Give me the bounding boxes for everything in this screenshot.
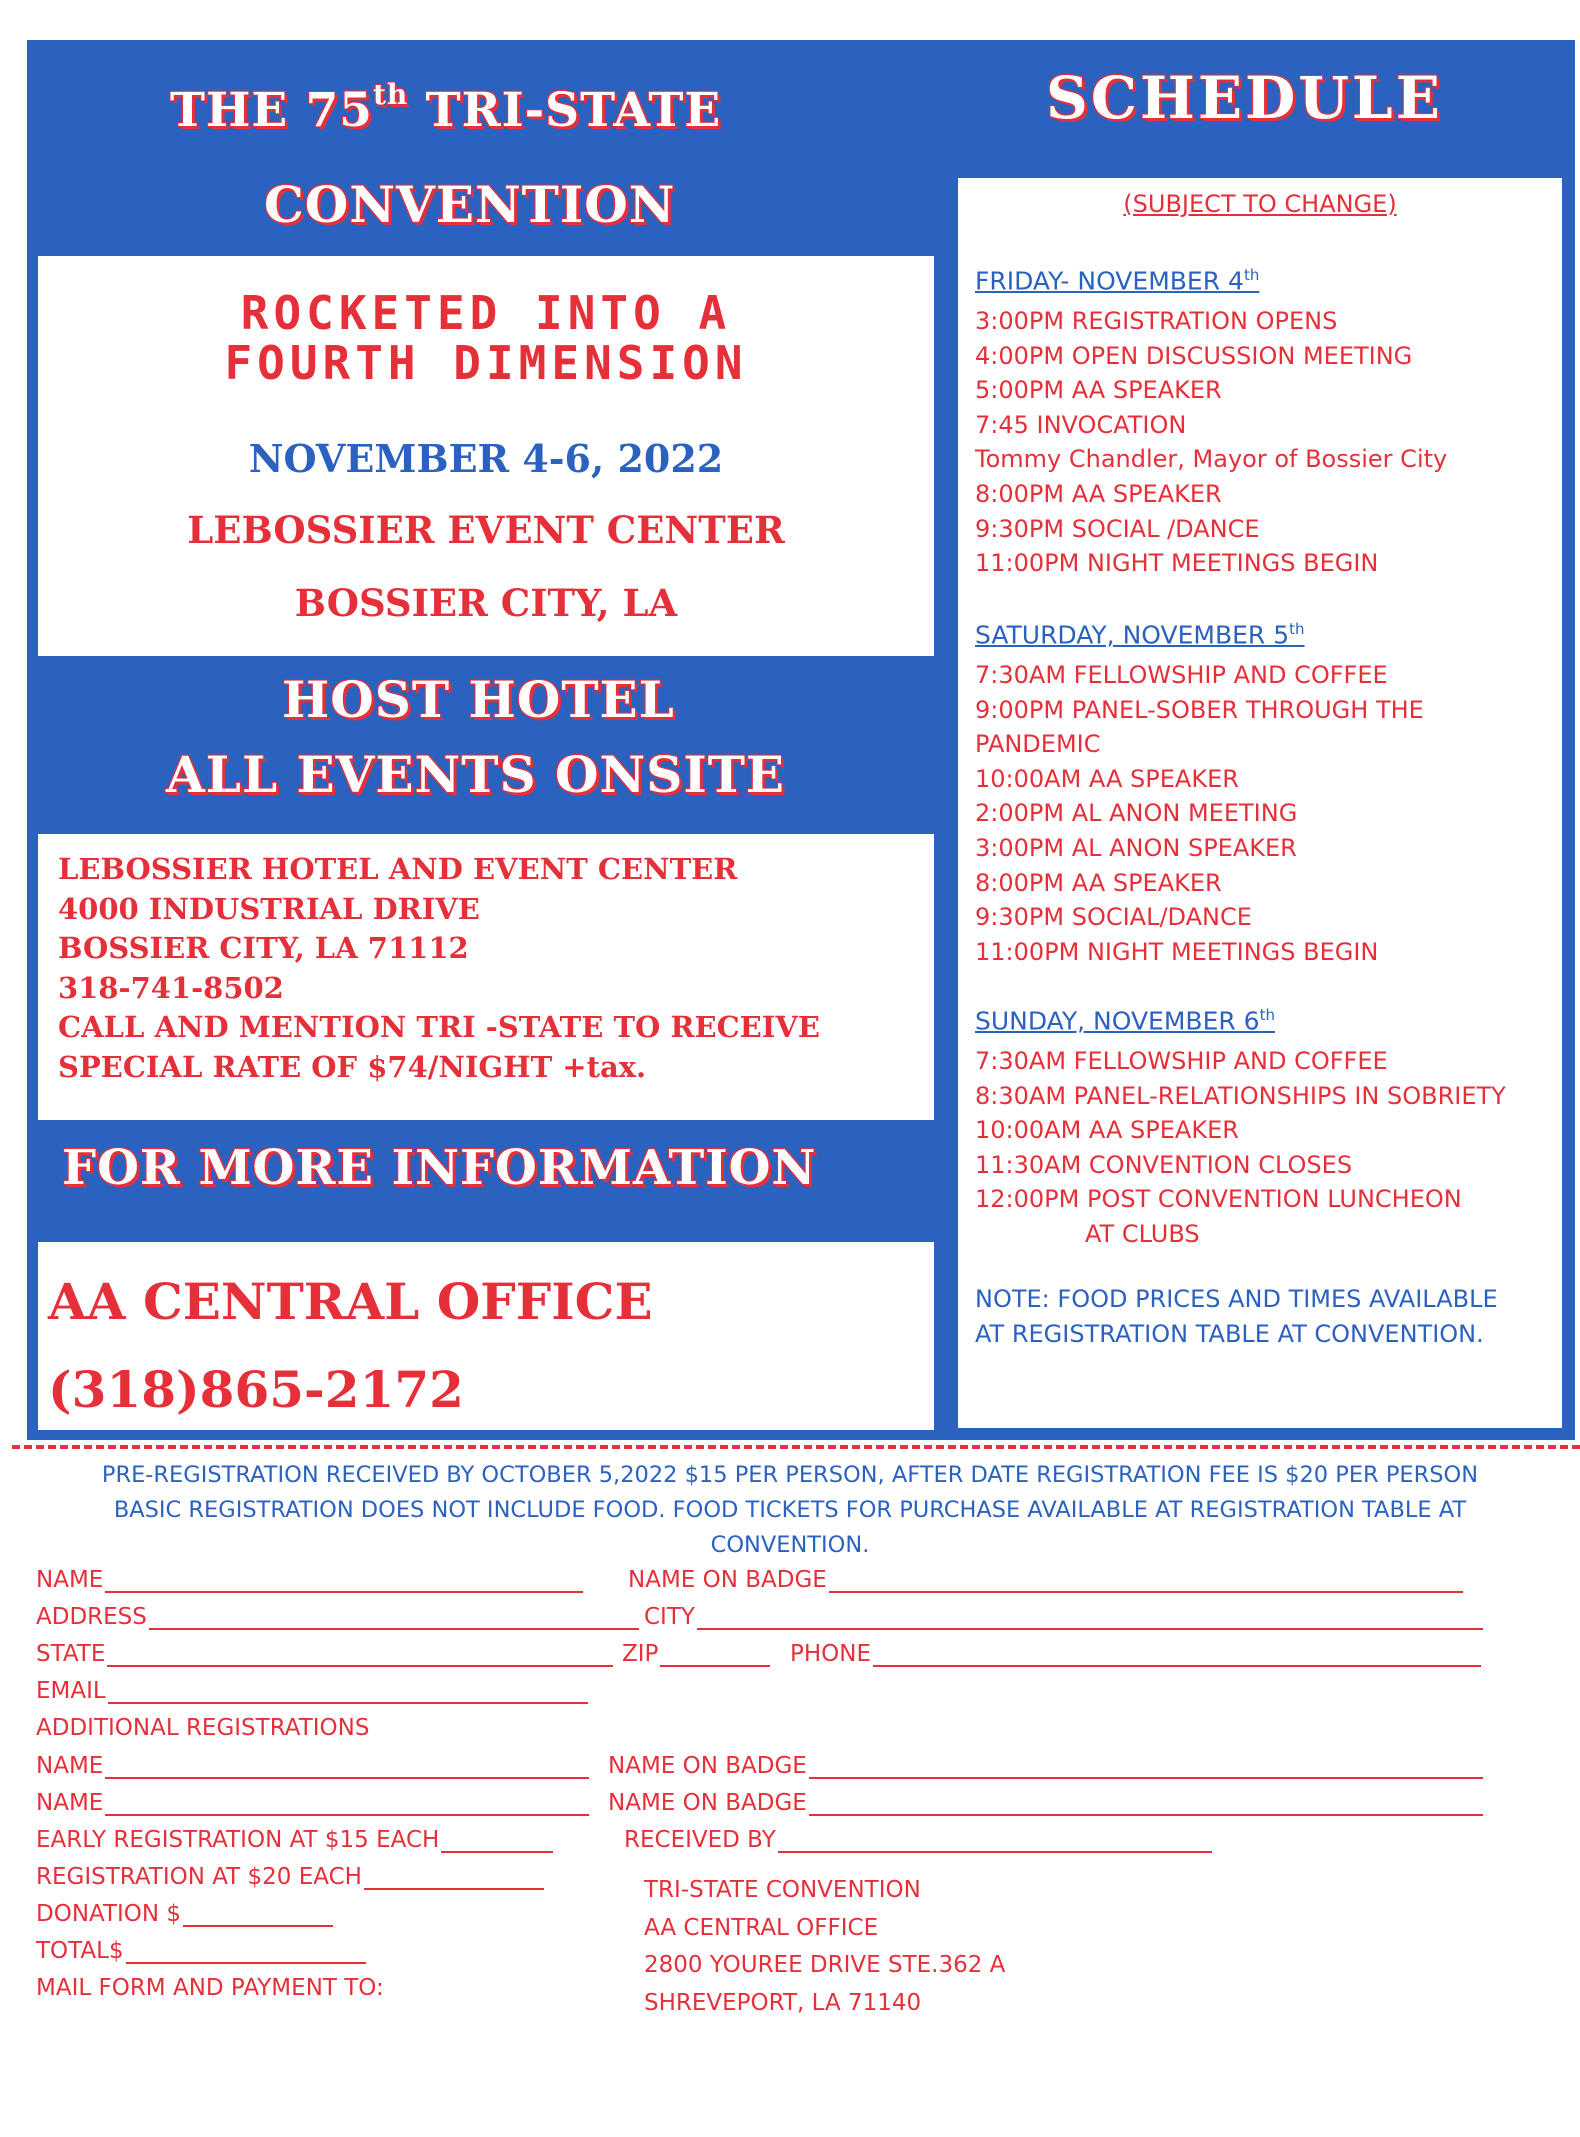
list-item: 8:00PM AA SPEAKER	[975, 479, 1222, 508]
phone-line[interactable]	[873, 1643, 1481, 1667]
donation-line[interactable]	[183, 1903, 333, 1927]
total-field[interactable]	[36, 1934, 366, 1964]
list-item: 11:00PM NIGHT MEETINGS BEGIN	[975, 549, 1379, 578]
additional-badge-line-1[interactable]	[809, 1755, 1483, 1779]
address-field[interactable]	[36, 1600, 639, 1630]
state-label: STATE	[36, 1641, 106, 1667]
additional-badge-field-2[interactable]	[608, 1786, 1483, 1816]
event-dates: NOVEMBER 4-6, 2022	[248, 436, 724, 481]
list-item: 9:00PM PANEL-SOBER THROUGH THE	[975, 695, 1424, 724]
event-venue: LEBOSSIER EVENT CENTER	[187, 508, 785, 552]
food-note-line-1: NOTE: FOOD PRICES AND TIMES AVAILABLE	[975, 1285, 1498, 1313]
list-item: 12:00PM POST CONVENTION LUNCHEON	[975, 1185, 1462, 1214]
list-item: 7:30AM FELLOWSHIP AND COFFEE	[975, 661, 1388, 689]
hotel-street: 4000 INDUSTRIAL DRIVE	[58, 891, 480, 926]
list-item: 7:45 INVOCATION	[975, 410, 1187, 439]
list-item: 8:00PM AA SPEAKER	[975, 868, 1222, 897]
list-item: 7:30AM FELLOWSHIP AND COFFEE	[975, 1047, 1388, 1075]
received-by-field[interactable]	[624, 1823, 1212, 1853]
friday-events	[975, 304, 1447, 581]
office-phone: (318)865-2172	[48, 1360, 464, 1419]
email-label: EMAIL	[36, 1678, 106, 1704]
theme-line-1: ROCKETED INTO A	[240, 286, 732, 340]
office-panel	[38, 1242, 934, 1430]
badge-name-line[interactable]	[829, 1569, 1463, 1593]
name-line[interactable]	[105, 1569, 583, 1593]
schedule-heading: SCHEDULE	[1046, 64, 1443, 132]
hotel-name: LEBOSSIER HOTEL AND EVENT CENTER	[58, 852, 738, 886]
list-item: 10:00AM AA SPEAKER	[975, 1116, 1239, 1145]
state-line[interactable]	[107, 1643, 613, 1667]
food-note	[975, 1282, 1498, 1352]
badge-name-label: NAME ON BADGE	[628, 1567, 827, 1593]
office-name: AA CENTRAL OFFICE	[48, 1272, 653, 1331]
sunday-heading: SUNDAY, NOVEMBER 6th	[975, 1006, 1275, 1036]
mailing-address	[644, 1872, 1005, 2022]
list-item: 9:30PM SOCIAL/DANCE	[975, 903, 1252, 932]
badge-name-field[interactable]	[628, 1563, 1463, 1593]
mail-line: 2800 YOUREE DRIVE STE.362 A	[644, 1952, 1006, 1979]
registration-field[interactable]	[36, 1860, 544, 1890]
state-field[interactable]	[36, 1637, 613, 1667]
list-item: 10:00AM AA SPEAKER	[975, 764, 1239, 793]
early-registration-line[interactable]	[441, 1829, 553, 1853]
address-label: ADDRESS	[36, 1604, 147, 1630]
email-line[interactable]	[108, 1680, 588, 1704]
mail-line: TRI-STATE CONVENTION	[644, 1877, 921, 1903]
received-by-label: RECEIVED BY	[624, 1827, 776, 1853]
registration-note	[0, 1458, 1580, 1563]
additional-name-line-2[interactable]	[105, 1792, 589, 1816]
schedule-panel	[958, 178, 1562, 1428]
zip-field[interactable]	[622, 1637, 770, 1667]
list-item: 3:00PM REGISTRATION OPENS	[975, 307, 1338, 335]
additional-badge-field-1[interactable]	[608, 1749, 1483, 1779]
phone-label: PHONE	[790, 1641, 872, 1667]
list-item: 5:00PM AA SPEAKER	[975, 376, 1222, 405]
sunday-events	[975, 1044, 1506, 1252]
early-registration-field[interactable]	[36, 1823, 553, 1853]
event-city: BOSSIER CITY, LA	[294, 581, 678, 625]
friday-heading: FRIDAY- NOVEMBER 4th	[975, 266, 1260, 296]
early-registration-label: EARLY REGISTRATION AT $15 EACH	[36, 1827, 440, 1853]
registration-note-line-3: CONVENTION.	[710, 1532, 870, 1558]
saturday-heading: SATURDAY, NOVEMBER 5th	[975, 620, 1305, 650]
list-item: AT CLUBS	[1085, 1219, 1200, 1248]
mail-line: SHREVEPORT, LA 71140	[644, 1989, 922, 2016]
registration-note-line-2: BASIC REGISTRATION DOES NOT INCLUDE FOOD. FOOD TICKETS FOR PURCHASE AVAILABLE AT REGISTRATION TABLE AT	[113, 1497, 1467, 1523]
hotel-rate-note: CALL AND MENTION TRI -STATE TO RECEIVE	[58, 1010, 820, 1044]
more-info-heading: FOR MORE INFORMATION	[62, 1140, 817, 1196]
donation-field[interactable]	[36, 1897, 333, 1927]
city-label: CITY	[644, 1604, 695, 1630]
hotel-rate: SPECIAL RATE OF $74/NIGHT +tax.	[58, 1049, 647, 1084]
list-item: PANDEMIC	[975, 730, 1101, 759]
hotel-details	[58, 850, 820, 1087]
registration-line[interactable]	[364, 1866, 544, 1890]
food-note-line-2: AT REGISTRATION TABLE AT CONVENTION.	[975, 1320, 1484, 1348]
theme-panel	[38, 256, 934, 656]
list-item: Tommy Chandler, Mayor of Bossier City	[975, 445, 1448, 474]
email-field[interactable]	[36, 1674, 588, 1704]
total-label: TOTAL$	[36, 1938, 124, 1964]
additional-registrations-label: ADDITIONAL REGISTRATIONS	[36, 1715, 370, 1741]
additional-badge-label-2: NAME ON BADGE	[608, 1790, 807, 1816]
zip-label: ZIP	[622, 1641, 659, 1667]
mail-form-label: MAIL FORM AND PAYMENT TO:	[36, 1975, 384, 2001]
saturday-events	[975, 658, 1424, 969]
additional-badge-label-1: NAME ON BADGE	[608, 1753, 807, 1779]
city-line[interactable]	[697, 1606, 1483, 1630]
address-line[interactable]	[149, 1606, 639, 1630]
additional-name-line-1[interactable]	[105, 1755, 589, 1779]
registration-note-line-1: PRE-REGISTRATION RECEIVED BY OCTOBER 5,2022 $15 PER PERSON, AFTER DATE REGISTRATION FEE IS $20 PER PERSON	[101, 1462, 1479, 1488]
all-events-onsite-heading: ALL EVENTS ONSITE	[166, 745, 786, 804]
convention-title: THE 75th TRI-STATE	[170, 78, 722, 138]
mail-line: AA CENTRAL OFFICE	[644, 1914, 879, 1941]
list-item: 3:00PM AL ANON SPEAKER	[975, 833, 1297, 862]
zip-line[interactable]	[660, 1643, 770, 1667]
donation-label: DONATION $	[36, 1901, 182, 1927]
additional-name-label-1: NAME	[36, 1753, 104, 1779]
theme-line-2: FOURTH DIMENSION	[224, 336, 748, 390]
received-by-line[interactable]	[778, 1829, 1212, 1853]
list-item: 9:30PM SOCIAL /DANCE	[975, 514, 1260, 543]
hotel-phone: 318-741-8502	[58, 970, 284, 1005]
cut-line-divider	[12, 1445, 1580, 1449]
additional-name-field-2[interactable]	[36, 1786, 589, 1816]
phone-field[interactable]	[790, 1637, 1481, 1667]
additional-badge-line-2[interactable]	[809, 1792, 1483, 1816]
additional-name-field-1[interactable]	[36, 1749, 589, 1779]
additional-name-label-2: NAME	[36, 1790, 104, 1816]
host-hotel-heading: HOST HOTEL	[282, 670, 675, 729]
subject-to-change: (SUBJECT TO CHANGE)	[1123, 190, 1397, 218]
city-field[interactable]	[644, 1600, 1483, 1630]
hotel-panel	[38, 834, 934, 1120]
name-field[interactable]	[36, 1563, 583, 1593]
list-item: 4:00PM OPEN DISCUSSION MEETING	[975, 341, 1413, 370]
list-item: 8:30AM PANEL-RELATIONSHIPS IN SOBRIETY	[975, 1081, 1506, 1110]
list-item: 11:00PM NIGHT MEETINGS BEGIN	[975, 937, 1379, 966]
list-item: 11:30AM CONVENTION CLOSES	[975, 1150, 1353, 1179]
convention-title-line2: CONVENTION	[264, 175, 676, 234]
hotel-city: BOSSIER CITY, LA 71112	[58, 931, 469, 965]
registration-label: REGISTRATION AT $20 EACH	[36, 1864, 362, 1890]
name-label: NAME	[36, 1567, 104, 1593]
list-item: 2:00PM AL ANON MEETING	[975, 799, 1298, 828]
total-line[interactable]	[126, 1940, 366, 1964]
